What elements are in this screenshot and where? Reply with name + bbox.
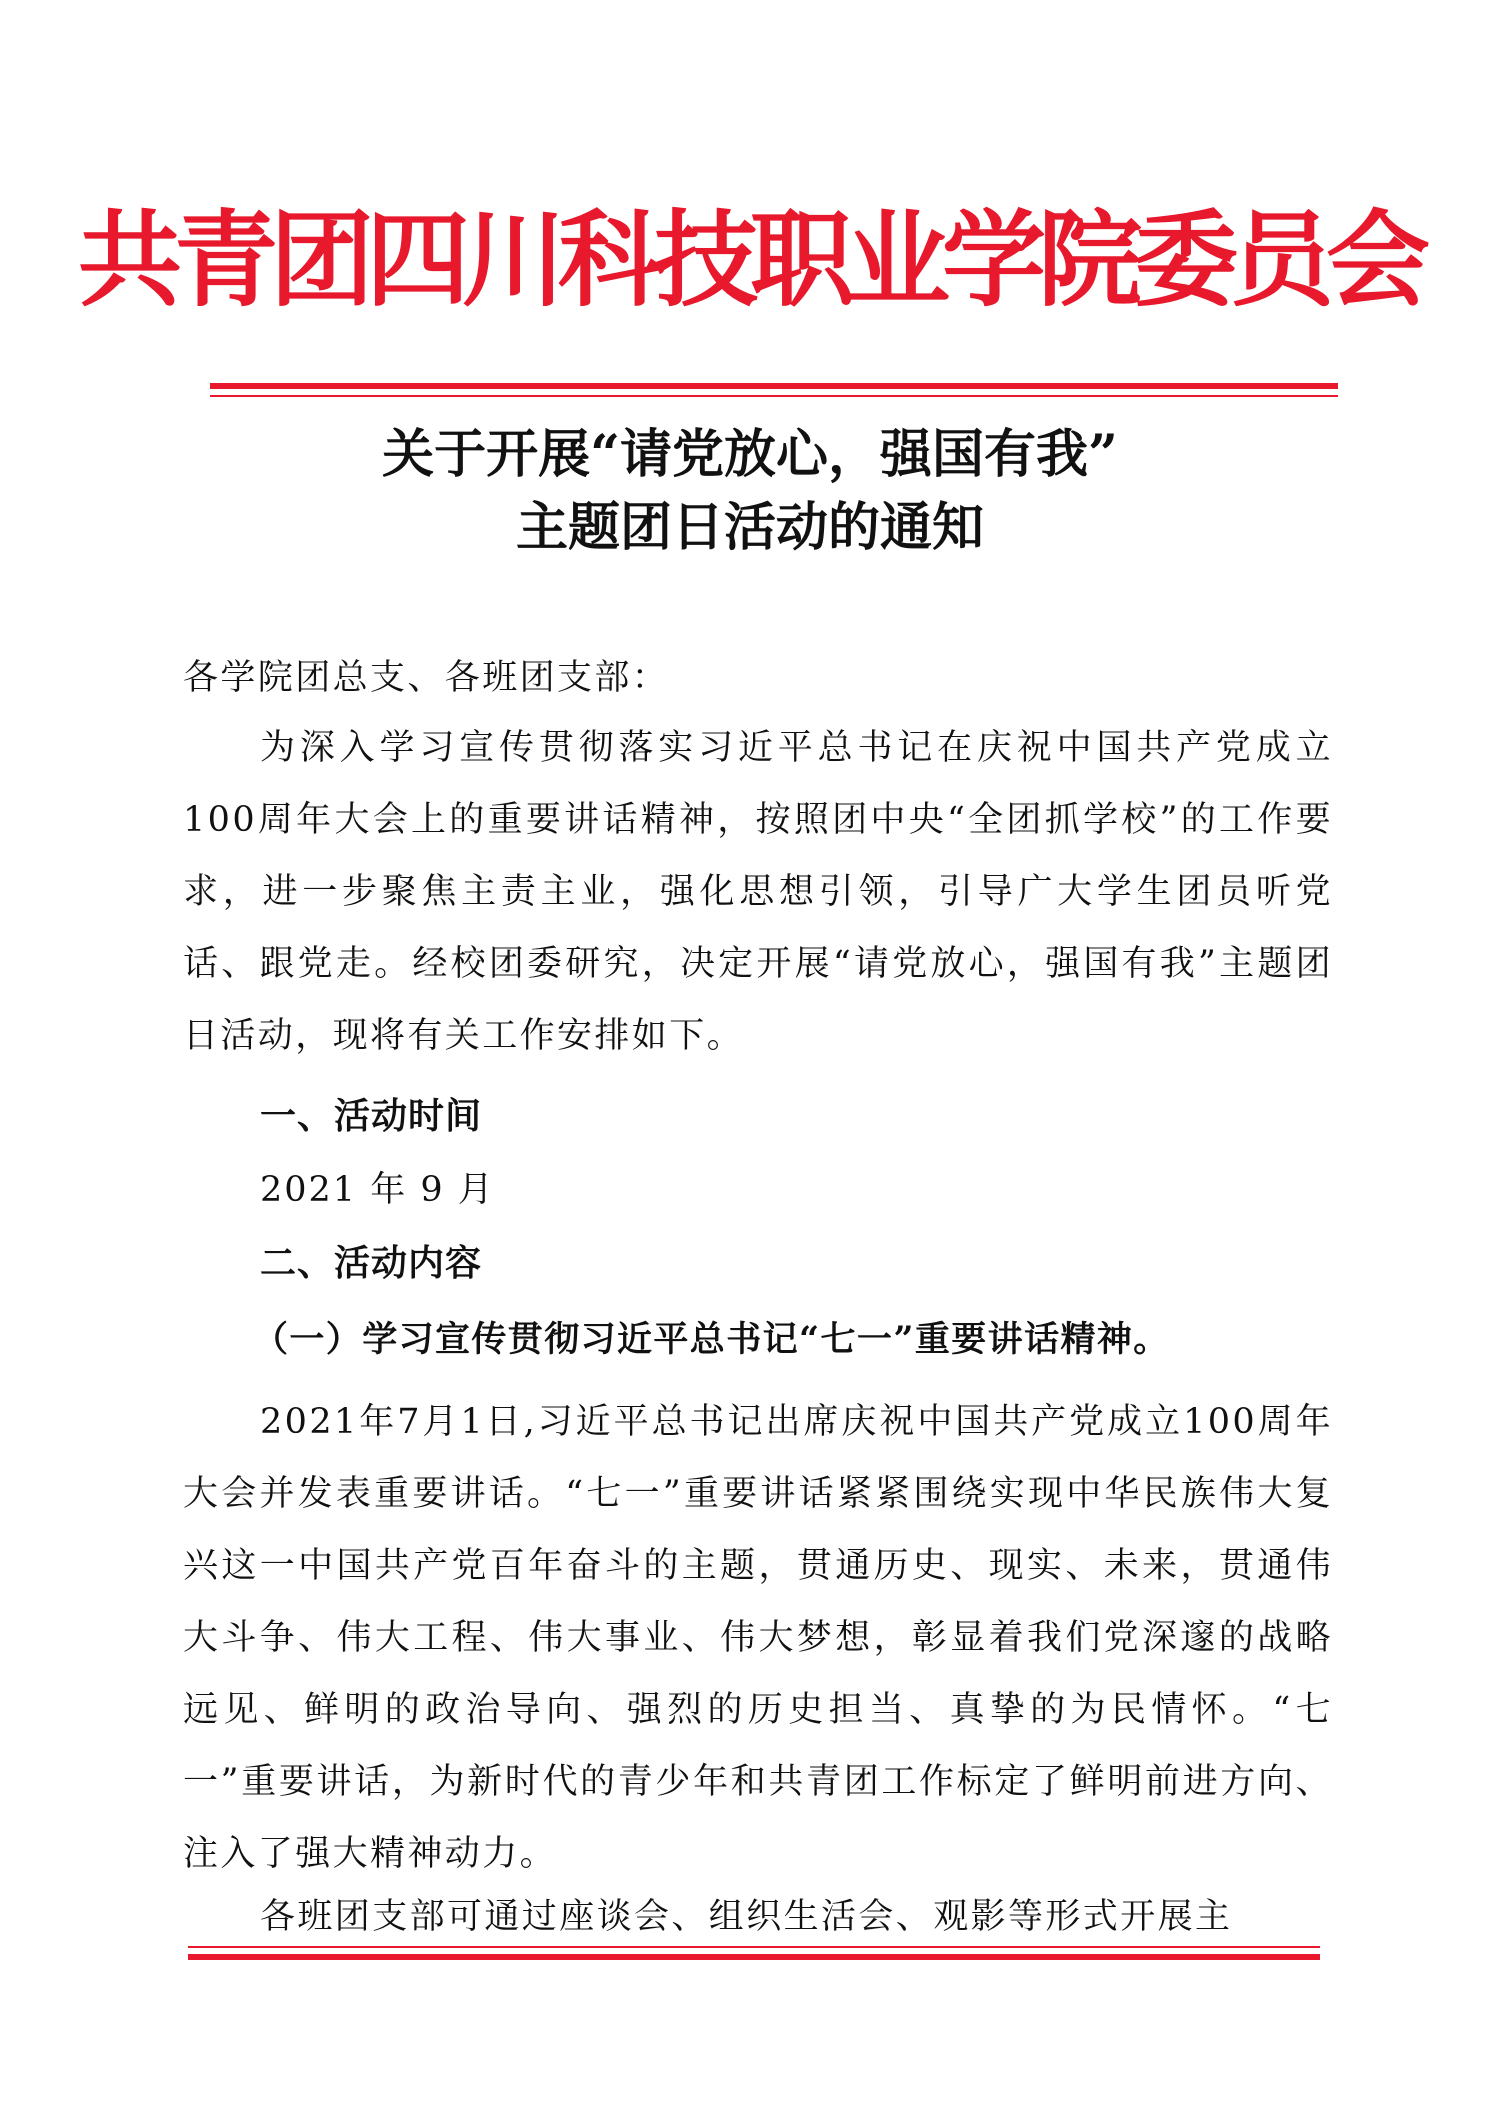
document-title-line-2: 主题团日活动的通知 xyxy=(515,497,984,558)
header-divider-thick xyxy=(210,383,1338,389)
intro-paragraph-block xyxy=(183,712,1333,1072)
organization-header: 共青团四川科技职业学院委员会 xyxy=(77,198,1422,321)
subsection-heading-1: （一）学习宣传贯彻习近平总书记“七一”重要讲话精神。 xyxy=(253,1319,1170,1360)
activity-time-value: 2021 年 9 月 xyxy=(260,1170,495,1210)
footer-divider-thick xyxy=(188,1954,1320,1960)
speech-paragraph: 2021年7月1日,习近平总书记出席庆祝中国共产党成立100周年大会并发表重要讲话。“七一”重要讲话紧紧围绕实现中华民族伟大复兴这一中国共产党百年奋斗的主题，贯通历史、现实、未来，贯通伟大斗争、伟大工程、伟大事业、伟大梦想，彰显着我们党深邃的战略远见、鲜明的政治导向、强烈的历史担当、真挚的为民情怀。“七一”重要讲话，为新时代的青少年和共青团工作标定了鲜明前进方向、注入了强大精神动力。 xyxy=(183,1402,1333,1874)
speech-paragraph-block xyxy=(183,1386,1333,1890)
footer-divider-thin xyxy=(188,1946,1320,1948)
document-title-line-1: 关于开展“请党放心，强国有我” xyxy=(382,424,1118,485)
branches-paragraph-block xyxy=(183,1881,1333,1945)
section-heading-content: 二、活动内容 xyxy=(260,1243,483,1284)
branches-paragraph: 各班团支部可通过座谈会、组织生活会、观影等形式开展主 xyxy=(260,1897,1233,1937)
addressee: 各学院团总支、各班团支部： xyxy=(183,658,670,698)
section-heading-time: 一、活动时间 xyxy=(260,1096,483,1137)
intro-paragraph: 为深入学习宣传贯彻落实习近平总书记在庆祝中国共产党成立100周年大会上的重要讲话精神，按照团中央“全团抓学校”的工作要求，进一步聚焦主责主业，强化思想引领，引导广大学生团员听党话、跟党走。经校团委研究，决定开展“请党放心，强国有我”主题团日活动，现将有关工作安排如下。 xyxy=(183,728,1333,1056)
header-divider-thin xyxy=(210,395,1338,397)
